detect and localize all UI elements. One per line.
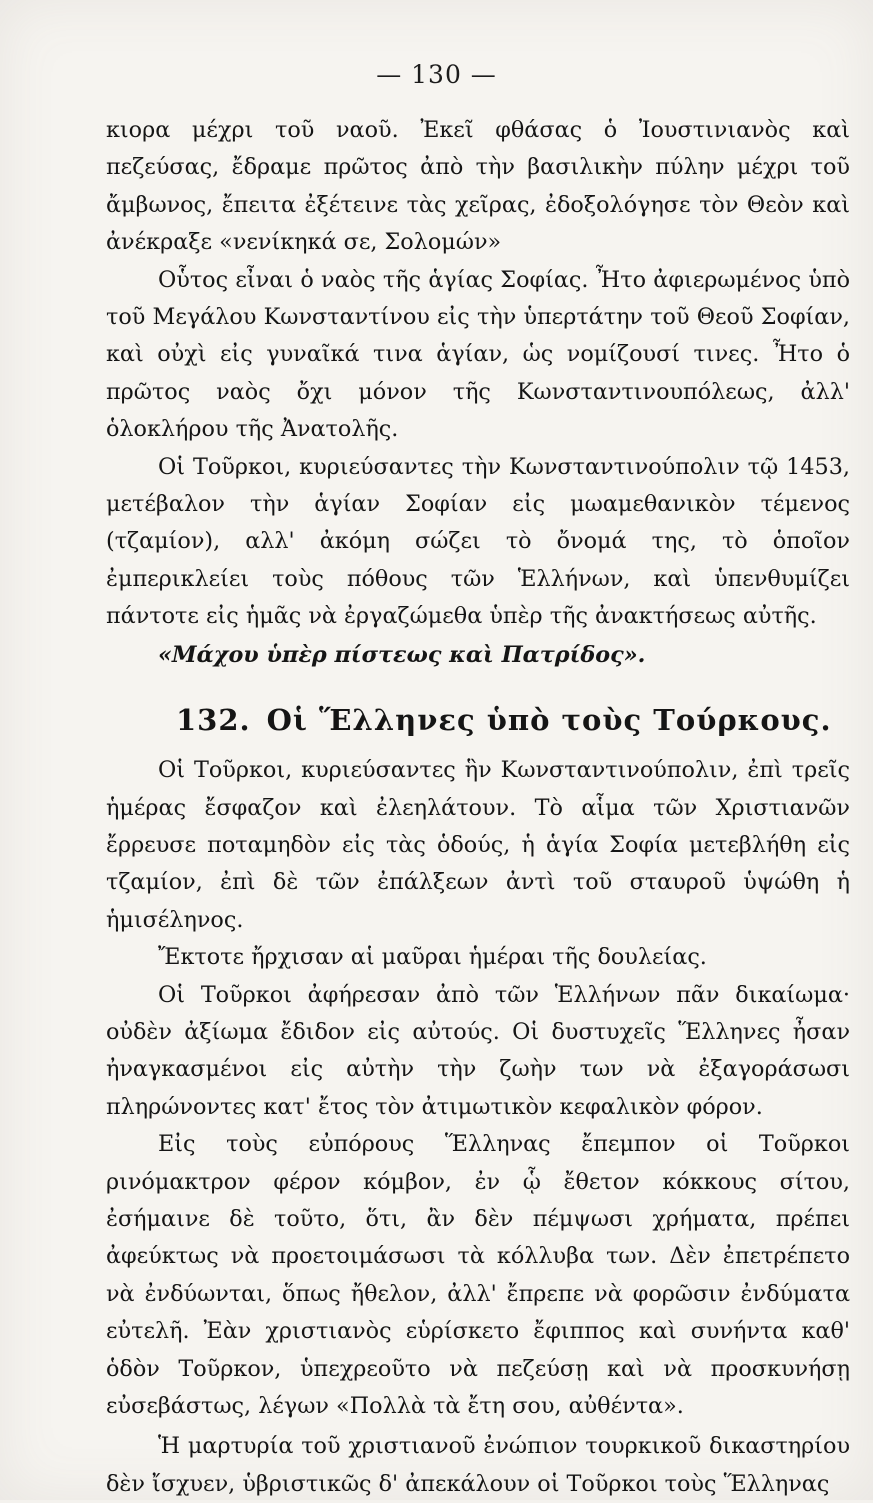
- paragraph-1: κιορα μέχρι τοῦ ναοῦ. Ἐκεῖ φθάσας ὁ Ἰουστινιανὸς καὶ πεζεύσας, ἔδραμε πρῶτος ἀπὸ τὴν βασιλικὴν πύλην μέχρι τοῦ ἄμβωνος, ἔπειτα ἐξέτεινε τὰς χεῖρας, ἐδοξολόγησε τὸν Θεὸν καὶ ἀνέκραξε «νενίκηκά σε, Σολομών»: [106, 117, 850, 256]
- section-number: 132.: [176, 703, 251, 738]
- paragraph-7: Εἰς τοὺς εὐπόρους Ἕλληνας ἔπεμπον οἱ Τοῦρκοι ρινόμακτρον φέρον κόμβον, ἐν ᾧ ἔθετον κόκκους σίτου, ἐσήμαινε δὲ τοῦτο, ὅτι, ἂν δὲν πέμψωσι χρήματα, πρέπει ἀφεύκτως νὰ προετοιμάσωσι τὰ κόλλυβα των. Δὲν ἐπετρέπετο νὰ ἐνδύωνται, ὅπως ἤθελον, ἀλλ' ἔπρεπε νὰ φορῶσιν ἐνδύματα εὐτελῆ. Ἐὰν χριστιανὸς εὑρίσκετο ἔφιππος καὶ συνήντα καθ' ὁδὸν Τοῦρκον, ὑπεχρεοῦτο νὰ πεζεύσῃ καὶ νὰ προσκυνήσῃ εὐσεβάστως, λέγων «Πολλὰ τὰ ἔτη σου, αὐθέντα».: [106, 1131, 850, 1419]
- paragraph-5: Ἔκτοτε ἤρχισαν αἱ μαῦραι ἡμέραι τῆς δουλείας.: [158, 944, 707, 971]
- paragraph-6: Οἱ Τοῦρκοι ἀφήρεσαν ἀπὸ τῶν Ἑλλήνων πᾶν δικαίωμα· οὐδὲν ἀξίωμα ἔδιδον εἰς αὐτούς. Οἱ δυστυχεῖς Ἕλληνες ἦσαν ἠναγκασμένοι εἰς αὐτὴν τὴν ζωὴν των νὰ ἐξαγοράσωσι πληρώνοντες κατ' ἔτος τὸν ἀτιμωτικὸν κεφαλικὸν φόρον.: [106, 981, 850, 1120]
- paragraph-2: Οὗτος εἶναι ὁ ναὸς τῆς ἁγίας Σοφίας. Ἦτο ἀφιερωμένος ὑπὸ τοῦ Μεγάλου Κωνσταντίνου εἰς τὴν ὑπερτάτην τοῦ Θεοῦ Σοφίαν, καὶ οὐχὶ εἰς γυναῖκά τινα ἁγίαν, ὡς νομίζουσί τινες. Ἦτο ὁ πρῶτος ναὸς ὄχι μόνον τῆς Κωνσταντινουπόλεως, ἀλλ' ὁλοκλήρου τῆς Ἀνατολῆς.: [106, 266, 850, 443]
- body-text: [106, 112, 850, 1503]
- paragraph-3: Οἱ Τοῦρκοι, κυριεύσαντες τὴν Κωνσταντινούπολιν τῷ 1453, μετέβαλον τὴν ἁγίαν Σοφίαν εἰς μωαμεθανικὸν τέμενος (τζαμίον), αλλ' ἀκόμη σώζει τὸ ὄνομά της, τὸ ὁποῖον ἐμπερικλείει τοὺς πόθους τῶν Ἑλλήνων, καὶ ὑπενθυμίζει πάντοτε εἰς ἡμᾶς νὰ ἐργαζώμεθα ὑπὲρ τῆς ἀνακτήσεως αὐτῆς.: [106, 453, 850, 630]
- paragraph-8: Ἡ μαρτυρία τοῦ χριστιανοῦ ἐνώπιον τουρκικοῦ δικαστηρίου δὲν ἴσχυεν, ὑβριστικῶς δ' ἀπεκάλουν οἱ Τοῦρκοι τοὺς Ἕλληνας: [106, 1433, 850, 1497]
- paragraph-4: Οἱ Τοῦρκοι, κυριεύσαντες ἣν Κωνσταντινούπολιν, ἐπὶ τρεῖς ἡμέρας ἔσφαζον καὶ ἐλεηλάτουν. Τὸ αἷμα τῶν Χριστιανῶν ἔρρευσε ποταμηδὸν εἰς τὰς ὁδούς, ἡ ἁγία Σοφία μετεβλήθη εἰς τζαμίον, ἐπὶ δὲ τῶν ἐπάλξεων ἀντὶ τοῦ σταυροῦ ὑψώθη ἡ ἡμισέληνος.: [106, 757, 850, 933]
- page-number: — 130 —: [376, 60, 497, 89]
- motto: «Μάχου ὑπὲρ πίστεως καὶ Πατρίδος».: [158, 641, 646, 668]
- section-title: Οἱ Ἕλληνες ὑπὸ τοὺς Τούρκους.: [266, 703, 832, 738]
- section-heading: [106, 698, 850, 742]
